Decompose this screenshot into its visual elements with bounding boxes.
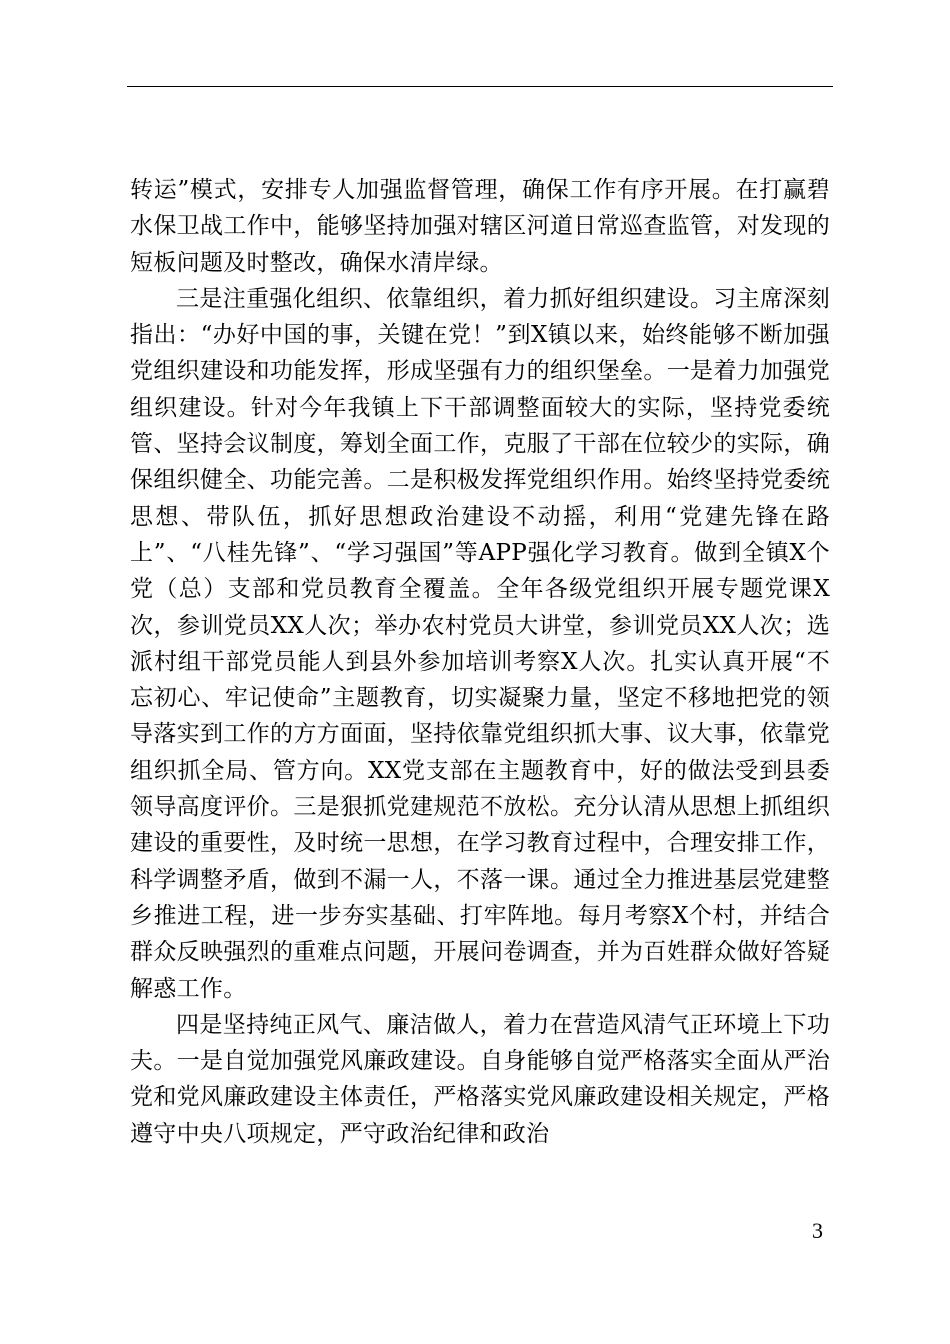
paragraph-text: 转运”模式，安排专人加强监督管理，确保工作有序开展。在打赢碧水保卫战工作中，能够坚持加强对辖区河道日常巡查监管，对发现的短板问题及时整改，确保水清岸绿。 [130,177,830,276]
page-number: 3 [812,1218,823,1243]
document-body [130,172,830,1152]
paragraph-continuation [130,172,830,281]
paragraph-text: 习主席深刻指出：“办好中国的事，关键在党！”到X镇以来，始终能够不断加强党组织建设和功能发挥，形成坚强有力的组织堡垒。一是着力加强党组织建设。针对今年我镇上下干部调整面较大的实际，坚持党委统管、坚持会议制度，筹划全面工作，克服了干部在位较少的实际，确保组织健全、功能完善。二是积极发挥党组织作用。始终坚持党委统思想、带队伍，抓好思想政治建设不动摇，利用“党建先锋在路上”、“八桂先锋”、“学习强国”等APP强化学习教育。做到全镇X个党（总）支部和党员教育全覆盖。全年各级党组织开展专题党课X次，参训党员XX人次；举办农村党员大讲堂，参训党员XX人次；选派村组干部党员能人到县外参加培训考察X人次。扎实认真开展“不忘初心、牢记使命”主题教育，切实凝聚力量，坚定不移地把党的领导落实到工作的方方面面，坚持依靠党组织抓大事、议大事，依靠党组织抓全局、管方向。XX党支部在主题教育中，好的做法受到县委领导高度评价。三是狠抓党建规范不放松。充分认清从思想上抓组织建设的重要性，及时统一思想，在学习教育过程中，合理安排工作，科学调整矛盾，做到不漏一人，不落一课。通过全力推进基层党建整乡推进工程，进一步夯实基础、打牢阵地。每月考察X个村，并结合群众反映强烈的重难点问题，开展问卷调查，并为百姓群众做好答疑解惑工作。 [130,285,831,1002]
paragraph-heading: 三是注重强化组织、依靠组织，着力抓好组织建设。 [176,285,714,312]
paragraph-text: 一是自觉加强党风廉政建设。自身能够自觉严格落实全面从严治党和党风廉政建设主体责任，严格落实党风廉政建设相关规定，严格遵守中央八项规定，严守政治纪律和政治 [130,1048,830,1147]
paragraph-clean-governance [130,1007,830,1152]
header-rule [127,86,833,87]
paragraph-heading: 四是坚持纯正风气、廉洁做人，着力在营造风清气正环境上下功夫。 [130,1011,830,1075]
paragraph-organization-building [130,281,830,1007]
